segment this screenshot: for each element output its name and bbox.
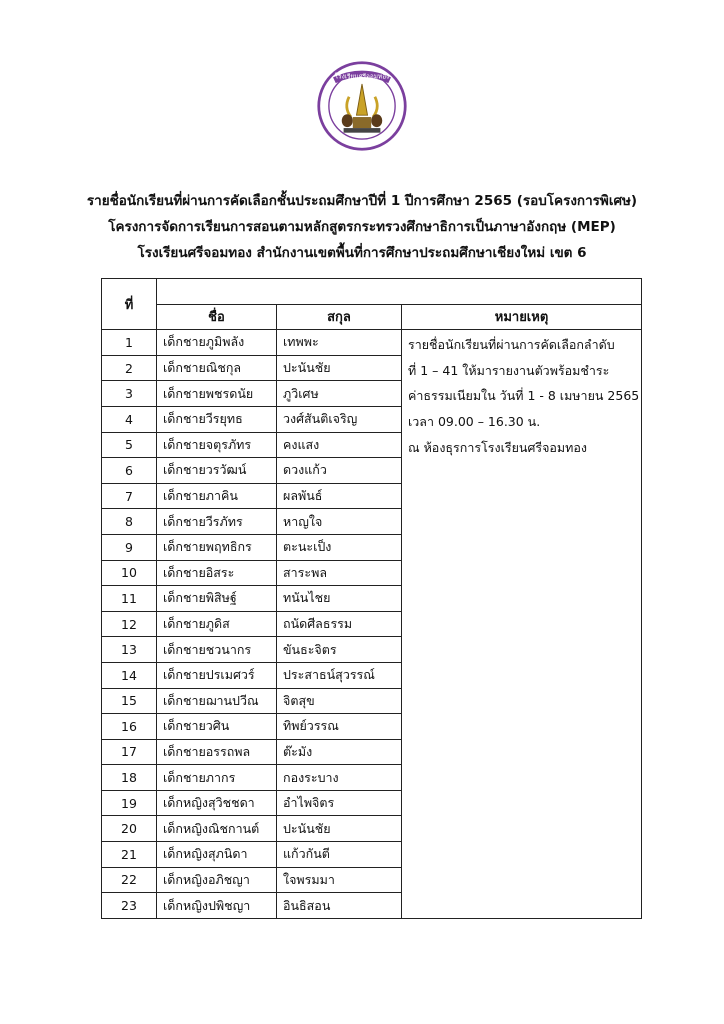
header-last-name: สกุล <box>277 304 402 330</box>
last-name-cell: อินธิสอน <box>277 893 402 919</box>
row-number: 20 <box>102 816 157 842</box>
last-name-cell: กองระบาง <box>277 765 402 791</box>
row-number: 14 <box>102 662 157 688</box>
first-name-cell: เด็กชายวีรยุทธ <box>157 406 277 432</box>
row-number: 12 <box>102 611 157 637</box>
first-name-cell: เด็กชายปรเมศวร์ <box>157 662 277 688</box>
last-name-cell: ใจพรมมา <box>277 867 402 893</box>
header-row-top <box>102 279 642 305</box>
last-name-cell: ตะนะเป็ง <box>277 534 402 560</box>
row-number: 17 <box>102 739 157 765</box>
row-number: 4 <box>102 406 157 432</box>
last-name-cell: ประสาธน์สุวรรณ์ <box>277 662 402 688</box>
first-name-cell: เด็กชายจตุรภัทร <box>157 432 277 458</box>
note-line: รายชื่อนักเรียนที่ผ่านการคัดเลือกลำดับ <box>408 337 615 353</box>
first-name-cell: เด็กหญิงอภิชญา <box>157 867 277 893</box>
first-name-cell: เด็กชายวีรภัทร <box>157 509 277 535</box>
document-header <box>40 188 684 266</box>
last-name-cell: ทิพย์วรรณ <box>277 714 402 740</box>
last-name-cell: ปะนันชัย <box>277 816 402 842</box>
last-name-cell: เทพพะ <box>277 330 402 356</box>
first-name-cell: เด็กหญิงสุวิชชดา <box>157 790 277 816</box>
last-name-cell: แก้วกันตี <box>277 842 402 868</box>
last-name-cell: คงแสง <box>277 432 402 458</box>
first-name-cell: เด็กชายฌานปวีณ <box>157 688 277 714</box>
first-name-cell: เด็กชายพฤทธิกร <box>157 534 277 560</box>
row-number: 21 <box>102 842 157 868</box>
row-number: 16 <box>102 714 157 740</box>
first-name-cell: เด็กชายชวนากร <box>157 637 277 663</box>
last-name-cell: ถนัดศีลธรรม <box>277 611 402 637</box>
last-name-cell: จิตสุข <box>277 688 402 714</box>
last-name-cell: ภูวิเศษ <box>277 381 402 407</box>
row-number: 2 <box>102 355 157 381</box>
row-number: 9 <box>102 534 157 560</box>
first-name-cell: เด็กหญิงสุภนิดา <box>157 842 277 868</box>
row-number: 1 <box>102 330 157 356</box>
note-line: ค่าธรรมเนียมใน วันที่ 1 - 8 เมษายน 2565 <box>408 388 640 404</box>
header-row <box>102 304 642 330</box>
note-line: ณ ห้องธุรการโรงเรียนศรีจอมทอง <box>408 439 588 455</box>
row-number: 7 <box>102 483 157 509</box>
last-name-cell: หาญใจ <box>277 509 402 535</box>
title-line-3: โรงเรียนศรีจอมทอง สำนักงานเขตพื้นที่การศึกษาประถมศึกษาเชียงใหม่ เขต 6 <box>137 245 587 261</box>
row-number: 10 <box>102 560 157 586</box>
row-number: 19 <box>102 790 157 816</box>
first-name-cell: เด็กชายพิสิษฐ์ <box>157 586 277 612</box>
row-number: 5 <box>102 432 157 458</box>
row-number: 13 <box>102 637 157 663</box>
first-name-cell: เด็กชายวศิน <box>157 714 277 740</box>
header-no: ที่ <box>102 279 157 330</box>
header-first-name: ชื่อ <box>157 304 277 330</box>
first-name-cell: เด็กชายอรรถพล <box>157 739 277 765</box>
last-name-cell: ดวงแก้ว <box>277 458 402 484</box>
last-name-cell: วงศ์สันติเจริญ <box>277 406 402 432</box>
note-line: เวลา 09.00 – 16.30 น. <box>408 413 541 429</box>
note-line: ที่ 1 – 41 ให้มารายงานตัวพร้อมชำระ <box>408 362 610 378</box>
row-number: 3 <box>102 381 157 407</box>
first-name-cell: เด็กชายณิชกุล <box>157 355 277 381</box>
row-number: 22 <box>102 867 157 893</box>
last-name-cell: สาระพล <box>277 560 402 586</box>
title-line-2: โครงการจัดการเรียนการสอนตามหลักสูตรกระทรวงศึกษาธิการเป็นภาษาอังกฤษ (MEP) <box>108 219 616 235</box>
student-roster-table <box>101 278 642 919</box>
last-name-cell: อำไพจิตร <box>277 790 402 816</box>
last-name-cell: ต๊ะมัง <box>277 739 402 765</box>
last-name-cell: ผลพันธ์ <box>277 483 402 509</box>
row-number: 8 <box>102 509 157 535</box>
first-name-cell: เด็กหญิงปพิชญา <box>157 893 277 919</box>
row-number: 18 <box>102 765 157 791</box>
last-name-cell: ขันธะจิตร <box>277 637 402 663</box>
header-note: หมายเหตุ <box>402 304 642 330</box>
svg-text:โรงเรียนศรีจอมทอง: โรงเรียนศรีจอมทอง <box>334 72 390 81</box>
title-line-1: รายชื่อนักเรียนที่ผ่านการคัดเลือกชั้นประถมศึกษาปีที่ 1 ปีการศึกษา 2565 (รอบโครงการพิเศษ) <box>86 193 638 209</box>
school-seal-logo <box>316 60 408 152</box>
row-number: 11 <box>102 586 157 612</box>
first-name-cell: เด็กชายภูมิพลัง <box>157 330 277 356</box>
row-number: 23 <box>102 893 157 919</box>
row-number: 6 <box>102 458 157 484</box>
last-name-cell: ทนันไชย <box>277 586 402 612</box>
first-name-cell: เด็กชายภูดิส <box>157 611 277 637</box>
first-name-cell: เด็กชายอิสระ <box>157 560 277 586</box>
header-blank <box>157 279 642 305</box>
first-name-cell: เด็กชายวรวัฒน์ <box>157 458 277 484</box>
first-name-cell: เด็กชายภาคิน <box>157 483 277 509</box>
last-name-cell: ปะนันชัย <box>277 355 402 381</box>
note-cell <box>402 330 642 919</box>
row-number: 15 <box>102 688 157 714</box>
first-name-cell: เด็กชายภากร <box>157 765 277 791</box>
first-name-cell: เด็กชายพชรดนัย <box>157 381 277 407</box>
table-row <box>102 330 642 356</box>
first-name-cell: เด็กหญิงณิชกานต์ <box>157 816 277 842</box>
